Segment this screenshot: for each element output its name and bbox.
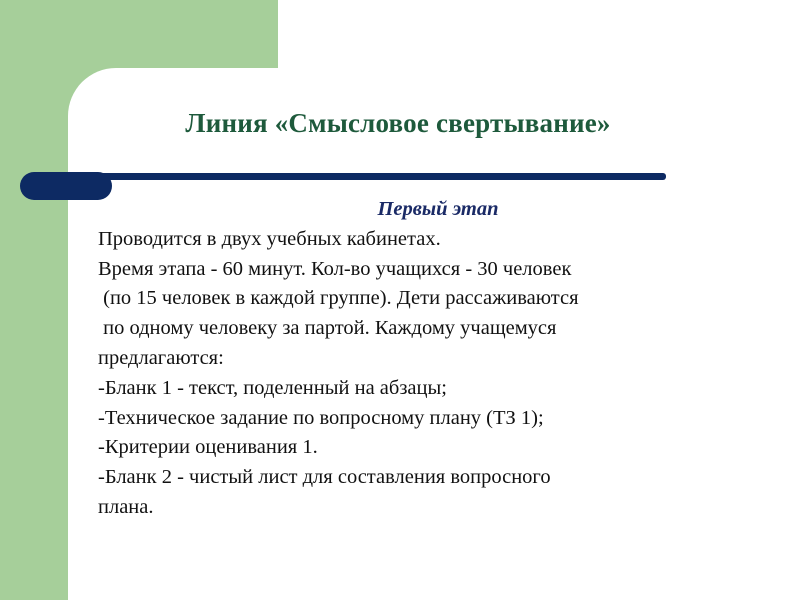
body-line: Время этапа - 60 минут. Кол-во учащихся - 30 человек bbox=[98, 257, 572, 280]
body-line: предлагаются: bbox=[98, 346, 224, 369]
body-line: Проводится в двух учебных кабинетах. bbox=[98, 227, 441, 250]
list-item: -Бланк 1 - текст, поделенный на абзацы; bbox=[98, 376, 447, 399]
body-line: (по 15 человек в каждой группе). Дети рассаживаются bbox=[98, 287, 579, 310]
list-item: -Техническое задание по вопросному плану (ТЗ 1); bbox=[98, 406, 544, 429]
title-divider bbox=[84, 173, 666, 180]
slide-body bbox=[98, 195, 758, 523]
list-item: -Критерии оценивания 1. bbox=[98, 436, 318, 459]
body-line: по одному человеку за партой. Каждому учащемуся bbox=[98, 317, 557, 340]
slide-title: Линия «Смысловое свертывание» bbox=[185, 108, 611, 138]
list-item: -Бланк 2 - чистый лист для составления вопросного bbox=[98, 466, 551, 489]
list-item-continuation: плана. bbox=[98, 495, 154, 518]
section-subtitle: Первый этап bbox=[377, 198, 499, 220]
